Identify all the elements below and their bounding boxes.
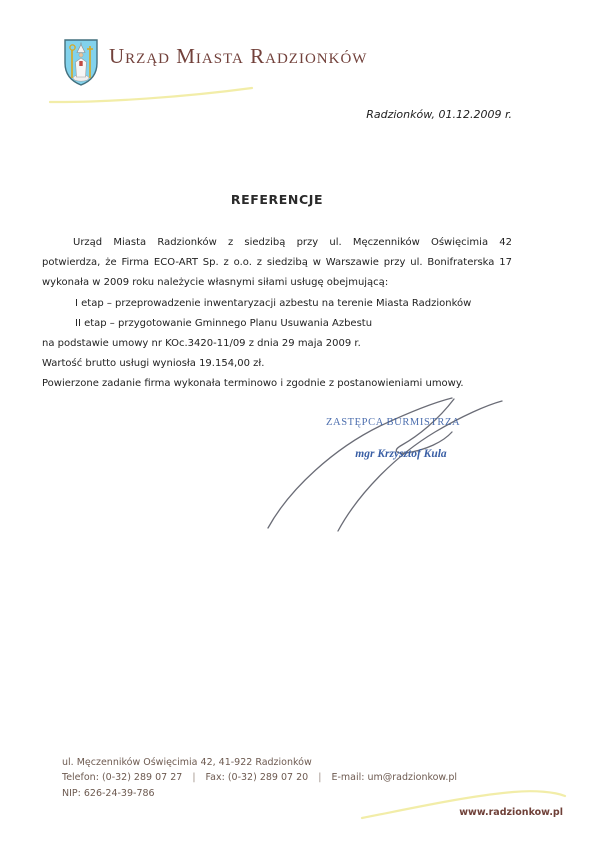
footer-separator: | <box>318 771 322 783</box>
signer-name: mgr Krzysztof Kula <box>355 448 447 460</box>
date-line: Radzionków, 01.12.2009 r. <box>366 108 512 121</box>
email-label: E-mail: <box>331 771 365 783</box>
letter-body <box>42 233 512 395</box>
body-line-stage-1: I etap – przeprowadzenie inwentaryzacji azbestu na terenie Miasta Radzionków <box>75 297 472 309</box>
fax-label: Fax: <box>205 771 225 783</box>
footer-separator: | <box>192 771 196 783</box>
email-address: um@radzionkow.pl <box>367 771 458 783</box>
document-title: REFERENCJE <box>230 192 324 207</box>
footer-address: ul. Męczenników Oświęcimia 42, 41-922 Radzionków <box>62 757 312 768</box>
body-line-stage-2: II etap – przygotowanie Gminnego Planu Usuwania Azbestu <box>75 317 373 329</box>
body-line-value: Wartość brutto usługi wyniosła 19.154,00 zł. <box>42 358 265 370</box>
website-url: www.radzionkow.pl <box>459 807 563 818</box>
body-line: Urząd Miasta Radzionków z siedzibą przy ul. Męczenników Oświęcimia 42 <box>73 237 512 248</box>
handwritten-signature <box>230 388 520 536</box>
phone-label: Telefon: <box>62 771 99 783</box>
stamp-deputy-mayor-title: ZASTĘPCA BURMISTRZA <box>326 417 461 428</box>
footer-nip: NIP: 626-24-39-786 <box>62 788 155 799</box>
organization-name: Urząd Miasta Radzionków <box>109 44 368 68</box>
body-line-contract: na podstawie umowy nr KOc.3420-11/09 z dnia 29 maja 2009 r. <box>42 338 361 350</box>
body-line-closing: Powierzone zadanie firma wykonała terminowo i zgodnie z postanowieniami umowy. <box>42 378 464 390</box>
phone-number: (0-32) 289 07 27 <box>101 771 183 783</box>
decorative-swoosh-top <box>45 82 265 110</box>
fax-number: (0-32) 289 07 20 <box>227 771 309 783</box>
body-line: wykonała w 2009 roku należycie własnymi siłami usługę obejmującą: <box>42 277 389 289</box>
radzionkow-coat-of-arms-icon <box>62 37 100 87</box>
body-line: potwierdza, że Firma ECO-ART Sp. z o.o. z siedzibą w Warszawie przy ul. Bonifraterska 17 <box>42 257 512 269</box>
footer-contacts <box>62 771 457 786</box>
